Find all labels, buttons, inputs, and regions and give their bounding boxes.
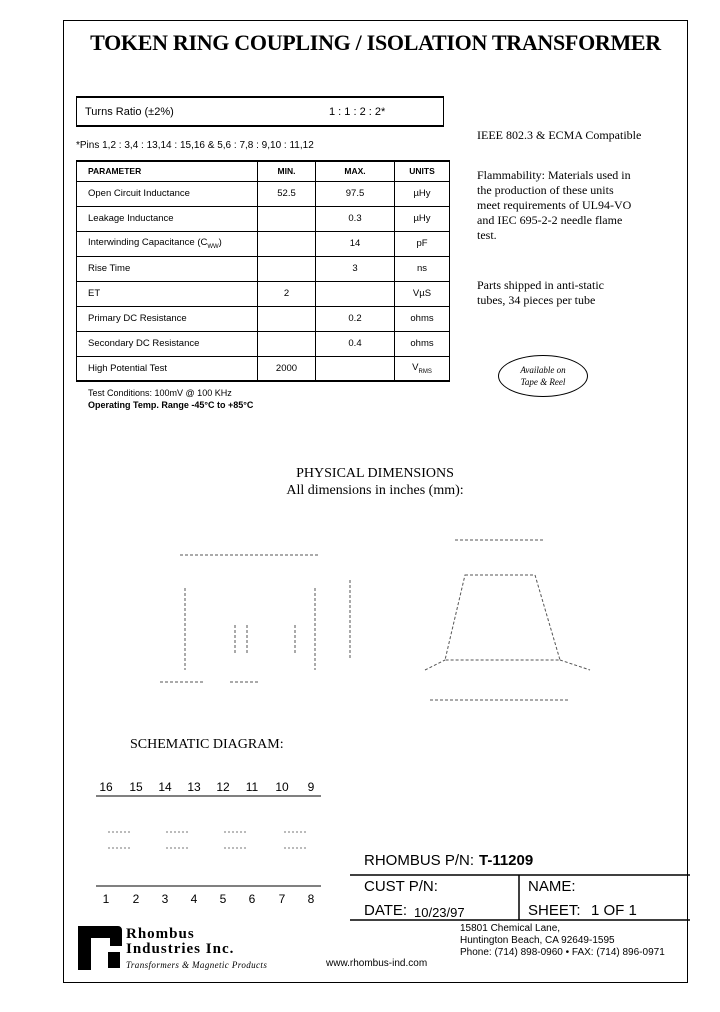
units-text: V xyxy=(412,361,419,373)
pin-label: 1 xyxy=(102,892,110,906)
note-line: Parts shipped in anti-static xyxy=(477,278,604,292)
shipping-note xyxy=(477,278,604,308)
pin-label: 8 xyxy=(307,892,315,906)
note-line: meet requirements of UL94-VO xyxy=(477,198,632,212)
min-cell: 2000 xyxy=(258,356,316,381)
dimensions-title: PHYSICAL DIMENSIONS xyxy=(296,466,454,481)
package-drawing xyxy=(150,520,620,720)
dimensions-subtitle: All dimensions in inches (mm): xyxy=(286,483,464,498)
compat-note: IEEE 802.3 & ECMA Compatible xyxy=(477,128,642,142)
param-cell: Rise Time xyxy=(77,256,258,281)
param-cell: ET xyxy=(77,281,258,306)
company-name xyxy=(126,927,234,957)
table-row xyxy=(77,281,450,306)
pin-label: 5 xyxy=(219,892,227,906)
max-cell: 0.4 xyxy=(316,331,395,356)
param-cell: High Potential Test xyxy=(77,356,258,381)
max-cell: 0.3 xyxy=(316,206,395,231)
lead-right xyxy=(560,660,590,670)
test-conditions: Test Conditions: 100mV @ 100 KHz xyxy=(88,388,232,398)
header-parameter: PARAMETER xyxy=(77,161,258,181)
units-cell xyxy=(395,356,450,381)
name-label: NAME: xyxy=(528,878,576,895)
spec-table xyxy=(76,160,450,382)
pin-label: 11 xyxy=(245,780,259,794)
rhombus-pn-value: T-11209 xyxy=(479,852,534,869)
header-units: UNITS xyxy=(395,161,450,181)
spec-header-row xyxy=(77,161,450,181)
units-subscript: RMS xyxy=(418,368,432,375)
min-cell xyxy=(258,231,316,256)
pin-label: 9 xyxy=(307,780,315,794)
package-outline xyxy=(445,575,560,660)
schematic-heading: SCHEMATIC DIAGRAM: xyxy=(130,737,284,752)
param-text: Interwinding Capacitance (C xyxy=(88,237,208,249)
turns-ratio-value: 1 : 1 : 2 : 2* xyxy=(329,106,386,118)
min-cell xyxy=(258,306,316,331)
max-cell xyxy=(316,356,395,381)
pin-label: 10 xyxy=(275,780,289,794)
physical-dimensions-heading xyxy=(200,465,550,499)
address-line: Huntington Beach, CA 92649-1595 xyxy=(460,935,615,946)
company-address xyxy=(460,923,665,959)
table-row xyxy=(77,306,450,331)
pin-label: 2 xyxy=(132,892,140,906)
phone-line: Phone: (714) 898-0960 • FAX: (714) 896-0971 xyxy=(460,947,665,958)
company-name-line: Industries Inc. xyxy=(126,941,235,957)
pin-label: 13 xyxy=(187,780,201,794)
table-row xyxy=(77,356,450,381)
title-block-lines xyxy=(350,868,690,928)
param-text-end: ) xyxy=(218,237,222,249)
units-cell: VµS xyxy=(395,281,450,306)
note-line: the production of these units xyxy=(477,183,614,197)
min-cell: 52.5 xyxy=(258,181,316,206)
rhombus-pn-label: RHOMBUS P/N: xyxy=(364,852,475,869)
param-cell: Secondary DC Resistance xyxy=(77,331,258,356)
min-cell: 2 xyxy=(258,281,316,306)
units-cell: ohms xyxy=(395,306,450,331)
pin-label: 15 xyxy=(129,780,143,794)
max-cell: 0.2 xyxy=(316,306,395,331)
units-cell: µHy xyxy=(395,206,450,231)
units-cell: pF xyxy=(395,231,450,256)
header-min: MIN. xyxy=(258,161,316,181)
units-cell: ns xyxy=(395,256,450,281)
param-cell: Open Circuit Inductance xyxy=(77,181,258,206)
pin-label: 7 xyxy=(278,892,286,906)
max-cell: 97.5 xyxy=(316,181,395,206)
turns-ratio-label: Turns Ratio (±2%) xyxy=(85,106,174,118)
pin-label: 4 xyxy=(190,892,198,906)
company-tagline: Transformers & Magnetic Products xyxy=(126,960,268,970)
param-cell: Leakage Inductance xyxy=(77,206,258,231)
header-max: MAX. xyxy=(316,161,395,181)
pin-label: 16 xyxy=(99,780,113,794)
tape-reel-badge xyxy=(498,355,588,397)
company-name-line: Rhombus xyxy=(126,926,195,942)
lead-left xyxy=(425,660,445,670)
max-cell: 3 xyxy=(316,256,395,281)
pin-label: 3 xyxy=(161,892,169,906)
operating-temp: Operating Temp. Range -45°C to +85°C xyxy=(88,400,254,410)
units-cell: ohms xyxy=(395,331,450,356)
min-cell xyxy=(258,331,316,356)
turns-ratio-box xyxy=(76,96,444,127)
table-row xyxy=(77,256,450,281)
max-cell: 14 xyxy=(316,231,395,256)
note-line: Flammability: Materials used in xyxy=(477,168,631,182)
table-row xyxy=(77,181,450,206)
note-line: and IEC 695-2-2 needle flame xyxy=(477,213,623,227)
max-cell xyxy=(316,281,395,306)
table-row xyxy=(77,206,450,231)
table-row xyxy=(77,331,450,356)
table-row xyxy=(77,231,450,256)
units-cell: µHy xyxy=(395,181,450,206)
badge-line: Tape & Reel xyxy=(520,377,566,387)
param-cell xyxy=(77,231,258,256)
date-value: 10/23/97 xyxy=(414,905,465,920)
note-line: tubes, 34 pieces per tube xyxy=(477,293,596,307)
schematic-drawing xyxy=(96,794,326,890)
date-label: DATE: xyxy=(364,902,408,919)
sheet-value: 1 OF 1 xyxy=(591,902,637,919)
pin-label: 6 xyxy=(248,892,256,906)
param-cell: Primary DC Resistance xyxy=(77,306,258,331)
cust-pn-label: CUST P/N: xyxy=(364,878,438,895)
address-line: 15801 Chemical Lane, xyxy=(460,923,561,934)
min-cell xyxy=(258,206,316,231)
note-line: test. xyxy=(477,228,497,242)
website-link[interactable]: www.rhombus-ind.com xyxy=(326,958,428,969)
page-title: TOKEN RING COUPLING / ISOLATION TRANSFORMER xyxy=(90,30,661,55)
badge-line: Available on xyxy=(520,365,566,375)
rhombus-logo-icon xyxy=(78,926,122,970)
pin-label: 14 xyxy=(158,780,172,794)
pins-note: *Pins 1,2 : 3,4 : 13,14 : 15,16 & 5,6 : 7,8 : 9,10 : 11,12 xyxy=(76,140,314,151)
min-cell xyxy=(258,256,316,281)
param-subscript: WW xyxy=(207,243,219,250)
pin-label: 12 xyxy=(216,780,230,794)
flammability-note xyxy=(477,168,631,243)
sheet-label: SHEET: xyxy=(528,902,581,919)
